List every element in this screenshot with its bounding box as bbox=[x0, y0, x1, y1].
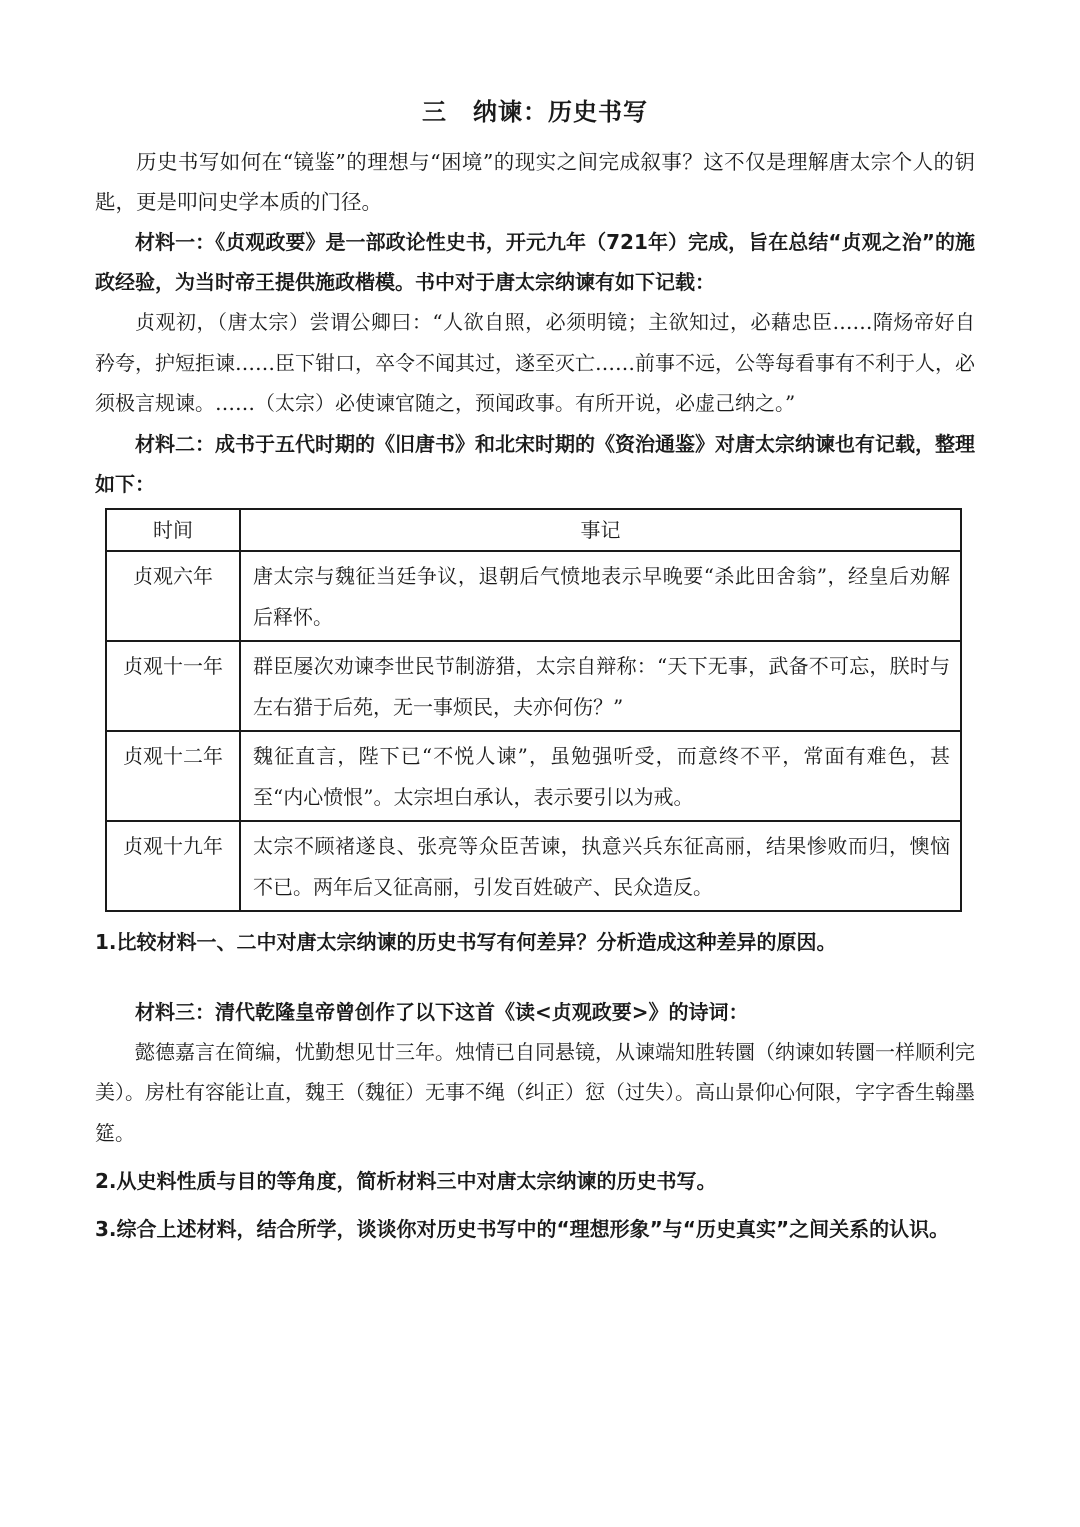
material-1-heading: 材料一：《贞观政要》是一部政论性史书，开元九年（721年）完成，旨在总结“贞观之治”的施政经验，为当时帝王提供施政楷模。书中对于唐太宗纳谏有如下记载： bbox=[95, 230, 975, 294]
section-title bbox=[95, 92, 975, 132]
table-row bbox=[106, 731, 961, 821]
table-cell-year: 贞观十一年 bbox=[106, 641, 240, 731]
table-cell-year: 贞观十二年 bbox=[106, 731, 240, 821]
section-number: 三 bbox=[422, 98, 447, 126]
question-3: 3.综合上述材料，结合所学，谈谈你对历史书写中的“理想形象”与“历史真实”之间关系的认识。 bbox=[95, 1217, 950, 1241]
table-cell-event: 魏征直言，陛下已“不悦人谏”，虽勉强听受，而意终不平，常面有难色，甚至“内心愤恨”。太宗坦白承认，表示要引以为戒。 bbox=[240, 731, 961, 821]
spacer bbox=[95, 1201, 975, 1209]
material-3-heading: 材料三：清代乾隆皇帝曾创作了以下这首《读<贞观政要>》的诗词： bbox=[135, 999, 749, 1024]
question-2: 2.从史料性质与目的等角度，简析材料三中对唐太宗纳谏的历史书写。 bbox=[95, 1169, 717, 1193]
document-page bbox=[95, 92, 975, 1249]
table-header-row bbox=[106, 509, 961, 551]
table-cell-event: 太宗不顾褚遂良、张亮等众臣苦谏，执意兴兵东征高丽，结果惨败而归，懊恼不已。两年后又征高丽，引发百姓破产、民众造反。 bbox=[240, 821, 961, 911]
table-cell-event: 群臣屡次劝谏李世民节制游猎，太宗自辩称：“天下无事，武备不可忘，朕时与左右猎于后苑，无一事烦民，夫亦何伤？” bbox=[240, 641, 961, 731]
intro-paragraph: 历史书写如何在“镜鉴”的理想与“困境”的现实之间完成叙事？这不仅是理解唐太宗个人的钥匙，更是叩问史学本质的门径。 bbox=[95, 150, 975, 214]
section-title-text: 纳谏：历史书写 bbox=[473, 98, 648, 126]
records-table bbox=[105, 508, 962, 912]
answer-space bbox=[95, 962, 975, 992]
question-1: 1.比较材料一、二中对唐太宗纳谏的历史书写有何差异？分析造成这种差异的原因。 bbox=[95, 929, 837, 954]
table-row bbox=[106, 821, 961, 911]
table-cell-year: 贞观六年 bbox=[106, 551, 240, 641]
table-header-event: 事记 bbox=[240, 509, 961, 551]
material-3-poem: 懿德嘉言在简编，忧勤想见廿三年。烛情已自同悬镜，从谏端知胜转圜（纳谏如转圜一样顺利完美）。房杜有容能让直，魏王（魏征）无事不绳（纠正）愆（过失）。高山景仰心何限，字字香生翰墨筵。 bbox=[95, 1039, 975, 1145]
spacer bbox=[95, 1153, 975, 1161]
table-cell-year: 贞观十九年 bbox=[106, 821, 240, 911]
material-2-heading: 材料二：成书于五代时期的《旧唐书》和北宋时期的《资治通鉴》对唐太宗纳谏也有记载，整理如下： bbox=[95, 431, 975, 496]
material-1-quote: 贞观初，（唐太宗）尝谓公卿曰：“人欲自照，必须明镜；主欲知过，必藉忠臣……隋炀帝好自矜夸，护短拒谏……臣下钳口，卒令不闻其过，遂至灭亡……前事不远，公等每看事有不利于人，必须极言规谏。……（太宗）必使谏官随之，预闻政事。有所开说，必虚己纳之。” bbox=[95, 310, 975, 415]
table-row bbox=[106, 551, 961, 641]
table-header-time: 时间 bbox=[106, 509, 240, 551]
table-row bbox=[106, 641, 961, 731]
table-cell-event: 唐太宗与魏征当廷争议，退朝后气愤地表示早晚要“杀此田舍翁”，经皇后劝解后释怀。 bbox=[240, 551, 961, 641]
